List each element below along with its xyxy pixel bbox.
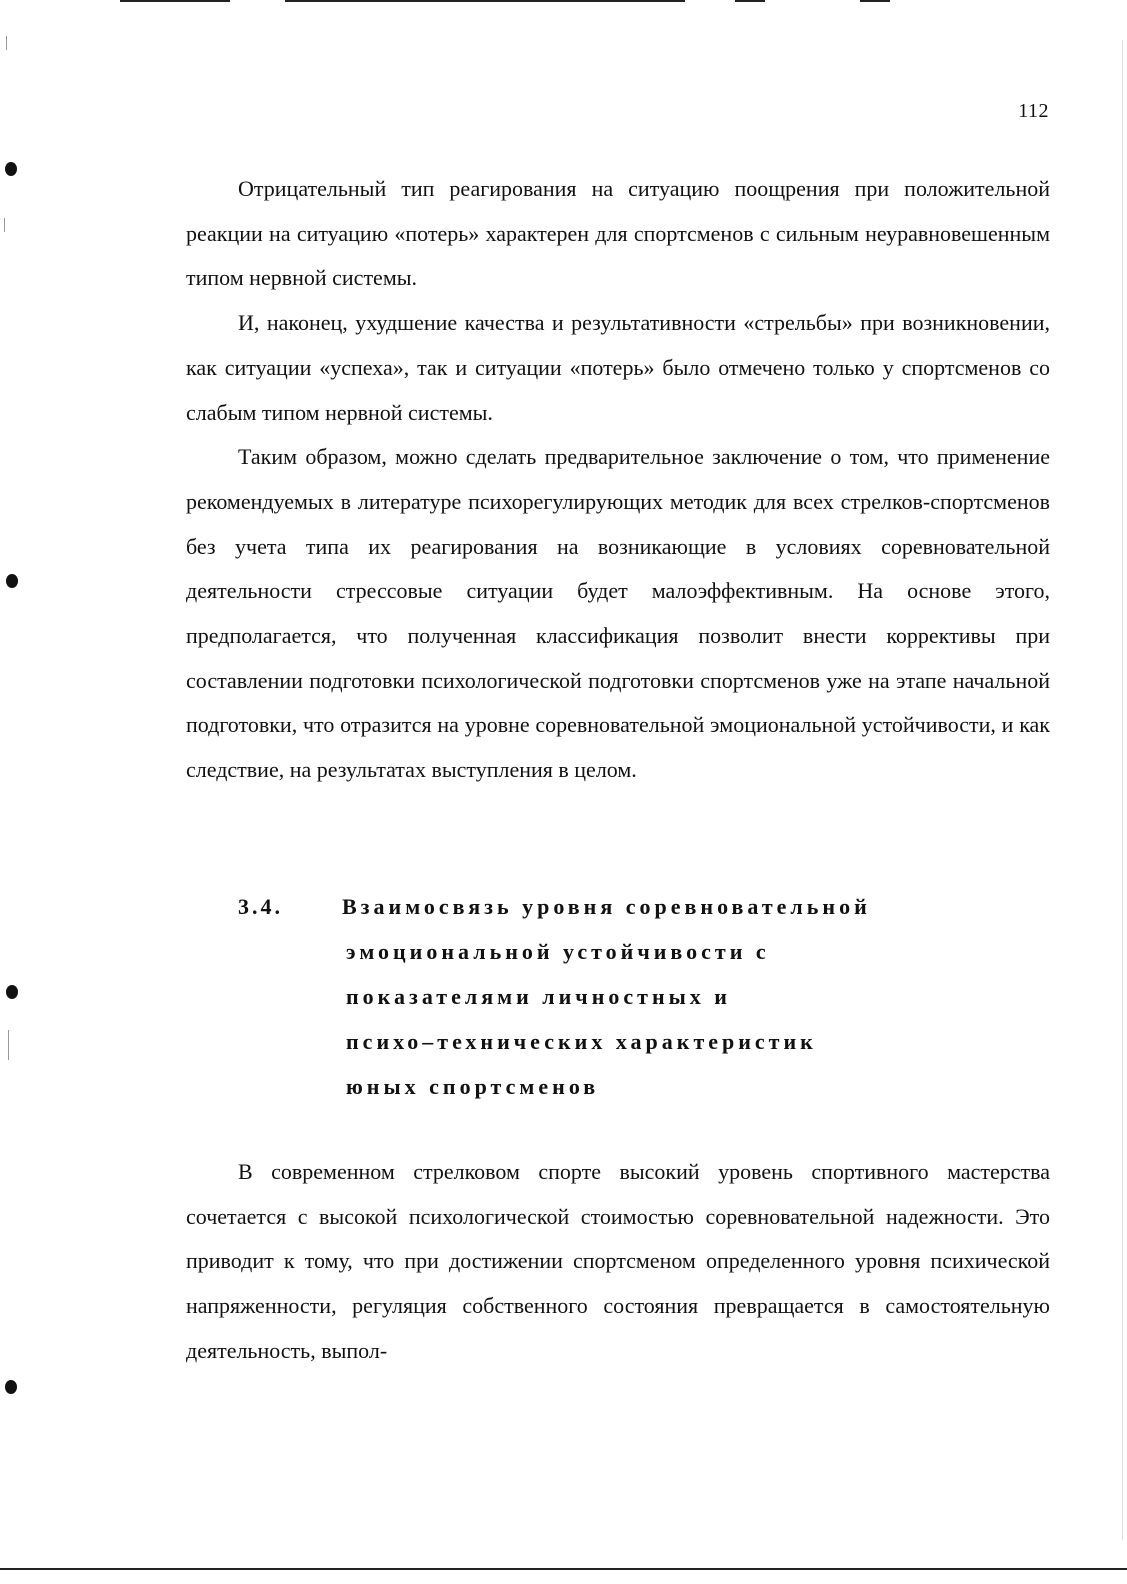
scan-edge-line [860, 0, 890, 2]
body-text-before-heading [186, 167, 1050, 793]
section-title-line: эмоциональной устойчивости с [346, 939, 770, 964]
binding-hole-mark [6, 985, 18, 999]
scan-edge-line [0, 1568, 1127, 1570]
binding-hole-mark [6, 574, 18, 588]
scan-edge-line [285, 0, 685, 2]
page-number: 112 [1018, 100, 1049, 122]
section-title-line: показателями личностных и [346, 984, 731, 1009]
body-text-after-heading [186, 1150, 1050, 1374]
scan-edge-line [120, 0, 230, 2]
section-title-line: психо–технических характеристик [346, 1029, 817, 1054]
paragraph: Отрицательный тип реагирования на ситуацию поощрения при положительной реакции на ситуацию «потерь» характерен для спортсменов с сильным неуравновешенным типом нервной системы. [186, 176, 1050, 291]
section-number: 3.4. [238, 894, 283, 919]
section-title-line: Взаимосвязь уровня соревновательной [342, 894, 871, 919]
scan-margin-mark [4, 218, 5, 232]
scan-margin-mark [8, 1030, 9, 1060]
paragraph: В современном стрелковом спорте высокий уровень спортивного мастерства сочетается с высокой психологической стоимостью соревновательной надежности. Это приводит к тому, что при достижении спортсменом определенного уровня психической напряженности, регуляция собственного состояния превращается в самостоятельную деятельность, выпол- [186, 1159, 1050, 1363]
binding-hole-mark [5, 1380, 17, 1394]
scan-edge-line [735, 0, 765, 2]
paragraph: И, наконец, ухудшение качества и результативности «стрельбы» при возникновении, как ситуации «успеха», так и ситуации «потерь» было отмечено только у спортсменов со слабым типом нервной системы. [186, 310, 1050, 425]
section-title-line: юных спортсменов [346, 1074, 600, 1099]
scan-margin-mark [6, 36, 7, 50]
paragraph: Таким образом, можно сделать предварительное заключение о том, что применение рекомендуемых в литературе психорегулирующих методик для всех стрелков-спортсменов без учета типа их реагирования на возникающие в условиях соревновательной деятельности стрессовые ситуации будет малоэффективным. На основе этого, предполагается, что полученная классификация позволит внести коррективы при составлении подготовки психологической подготовки спортсменов уже на этапе начальной подготовки, что отразится на уровне соревновательной эмоциональной устойчивости, и как следствие, на результатах выступления в целом. [186, 444, 1050, 783]
scan-margin-mark [1122, 40, 1123, 1540]
binding-hole-mark [5, 162, 17, 176]
section-title [342, 884, 996, 1109]
